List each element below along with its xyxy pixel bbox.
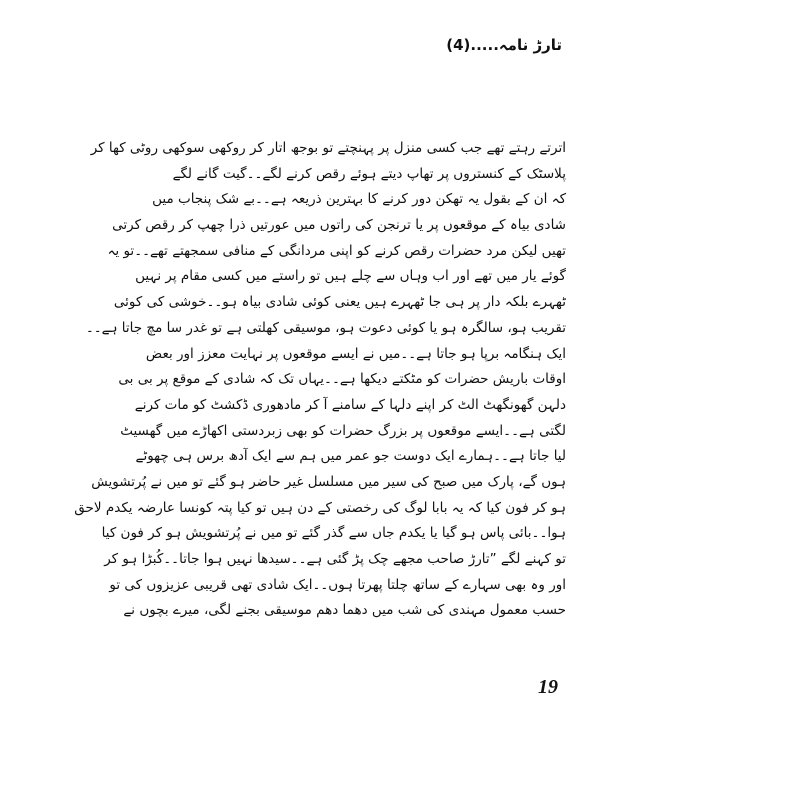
text-line: شادی بیاہ کے موقعوں پر یا ترنجن کی راتوں میں عورتیں ذرا چھپ کر رقص کرتی (112, 217, 566, 234)
page-number: 19 (538, 676, 558, 698)
text-line: حسب معمول مہندی کی شب میں دھما دھم موسیقی بجنے لگی، میرے بچوں نے (123, 602, 566, 619)
text-line: دلہن گھونگھٹ الٹ کر اپنے دلہا کے سامنے آ کر مادھوری ڈکشٹ کو مات کرنے (134, 396, 566, 413)
text-line: تقریب ہو، سالگرہ ہو یا کوئی دعوت ہو، موسیقی کھلتی ہے تو غدر سا مچ جاتا ہے۔۔ (85, 319, 566, 336)
text-line: لیا جاتا ہے۔۔ہمارے ایک دوست جو عمر میں ہم سے ایک آدھ برس ہی چھوٹے (135, 448, 566, 465)
text-line: گوئے یار میں تھے اور اب وہاں سے چلے ہیں تو راستے میں کسی مقام پر نہیں (135, 268, 566, 285)
text-line: ہوں گے، پارک میں صبح کی سیر میں مسلسل غیر حاضر ہو گئے تو میں نے پُرتشویش (91, 473, 566, 490)
text-line: تو کہنے لگے ”تارڑ صاحب مجھے چک پڑ گئی ہے۔۔سیدھا نہیں ہوا جاتا۔۔کُبڑا ہو کر (104, 551, 566, 567)
text-line: اترتے رہتے تھے جب کسی منزل پر پہنچتے تو بوجھ اتار کر روکھی سوکھی روٹی کھا کر (90, 140, 566, 156)
text-line: ایک ہنگامہ برپا ہو جاتا ہے۔۔میں نے ایسے موقعوں پر نہایت معزز اور بعض (145, 345, 566, 362)
text-line: ہوا۔۔بائی پاس ہو گیا یا یکدم جاں سے گذر گئے تو میں نے پُرتشویش ہو کر فون کیا (101, 525, 566, 542)
text-line: پلاسٹک کے کنستروں پر تھاپ دیتے ہوئے رقص کرنے لگے۔۔گیت گانے لگے (172, 165, 566, 182)
text-line: اوقات باریش حضرات کو مٹکتے دیکھا ہے۔۔یہاں تک کہ شادی کے موقع پر بی بی (118, 371, 566, 388)
running-header: تارڑ نامہ.....(4) (446, 36, 562, 54)
text-line: ہو کر فون کیا کہ یہ بابا لوگ کی رخصتی کے دن ہیں تو کیا پتہ کونسا عارضہ یکدم لاحق (74, 499, 566, 516)
text-line: کہ ان کے بقول یہ تھکن دور کرنے کا بہترین ذریعہ ہے۔۔بے شک پنجاب میں (152, 191, 566, 208)
body-text (74, 136, 566, 624)
text-line: ٹھہرے بلکہ دار پر ہی جا ٹھہرے ہیں یعنی کوئی شادی بیاہ ہو۔۔خوشی کی کوئی (113, 294, 566, 311)
text-line: اور وہ بھی سہارے کے ساتھ چلتا پھرتا ہوں۔۔ایک شادی تھی قریبی عزیزوں کی تو (109, 576, 566, 593)
text-line: تھیں لیکن مرد حضرات رقص کرنے کو اپنی مردانگی کے منافی سمجھتے تھے۔۔تو یہ (107, 242, 566, 259)
text-line: لگتی ہے۔۔ایسے موقعوں پر بزرگ حضرات کو بھی زبردستی اکھاڑے میں گھسیٹ (120, 422, 566, 439)
